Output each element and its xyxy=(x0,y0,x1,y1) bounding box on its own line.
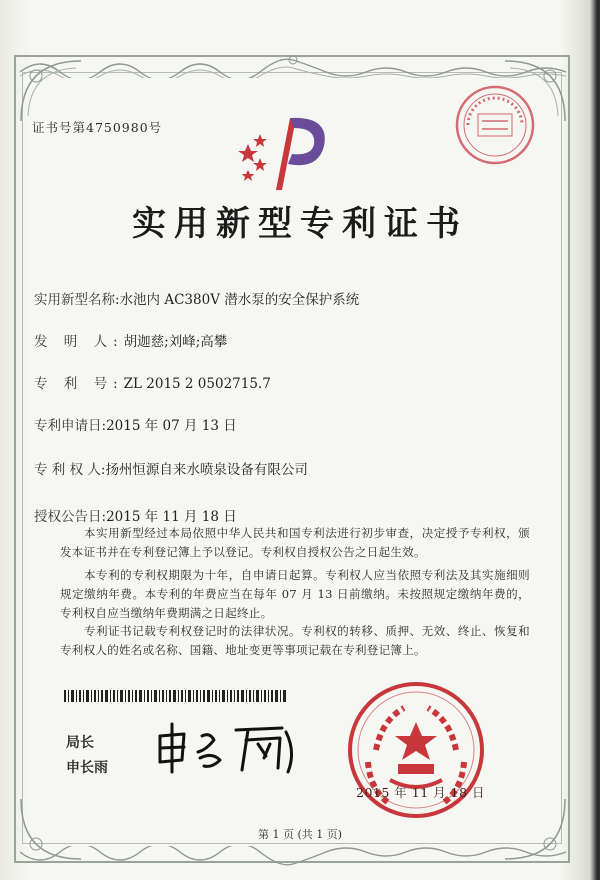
director-name: 申长雨 xyxy=(66,760,108,776)
top-ornament-icon xyxy=(20,52,566,78)
seal-date: 2015 年 11 月 18 日 xyxy=(356,785,485,800)
director-title: 局长 xyxy=(66,735,94,751)
field-label: 授权公告日: xyxy=(34,509,107,525)
field-label: 专 利 权 人: xyxy=(34,462,106,478)
body-paragraph: 本实用新型经过本局依照中华人民共和国专利法进行初步审查，决定授予专利权，颁发本证书并在专利登记簿上予以登记。专利权自授权公告之日起生效。 xyxy=(60,526,530,559)
field-label: 发 明 人: xyxy=(34,334,124,350)
field-inventors xyxy=(34,330,227,350)
field-value: ZL 2015 2 0502715.7 xyxy=(123,376,271,392)
field-label: 专 利 号: xyxy=(34,376,124,392)
field-value: 胡迦慈;刘峰;高攀 xyxy=(123,334,228,350)
barcode-icon xyxy=(64,690,286,702)
field-application-date xyxy=(34,414,237,434)
field-patentee xyxy=(34,458,308,478)
corner-ornament-icon xyxy=(16,56,86,126)
body-paragraph: 本专利的专利权期限为十年，自申请日起算。专利权人应当依照专利法及其实施细则规定缴纳年费。本专利的年费应当在每年 07 月 13 日前缴纳。未按照规定缴纳年费的，专利权自应当缴纳年费期满之日起终止。 xyxy=(60,568,530,620)
field-value: 扬州恒源自来水喷泉设备有限公司 xyxy=(105,462,308,478)
page-footer: 第 1 页 (共 1 页) xyxy=(257,828,343,841)
field-label: 专利申请日: xyxy=(34,418,107,434)
field-value: 2015 年 07 月 13 日 xyxy=(106,418,237,434)
field-utility-model-name xyxy=(34,288,359,308)
certificate-title: 实用新型专利证书 xyxy=(132,204,468,244)
signature-icon xyxy=(150,722,300,774)
bottom-ornament-icon xyxy=(20,846,566,872)
field-grant-date xyxy=(34,505,237,525)
field-label: 实用新型名称: xyxy=(34,292,120,308)
patent-office-logo-icon xyxy=(238,112,334,194)
field-patent-number xyxy=(34,372,271,392)
body-paragraph: 专利证书记载专利权登记时的法律状况。专利权的转移、质押、无效、终止、恢复和专利权人的姓名或名称、国籍、地址变更等事项记载在专利登记簿上。 xyxy=(60,624,530,657)
certificate-number: 证书号第4750980号 xyxy=(32,120,163,135)
field-value: 2015 年 11 月 18 日 xyxy=(106,509,237,525)
field-value: 水池内 AC380V 潜水泵的安全保护系统 xyxy=(119,292,360,308)
agency-stamp-icon xyxy=(454,84,536,166)
